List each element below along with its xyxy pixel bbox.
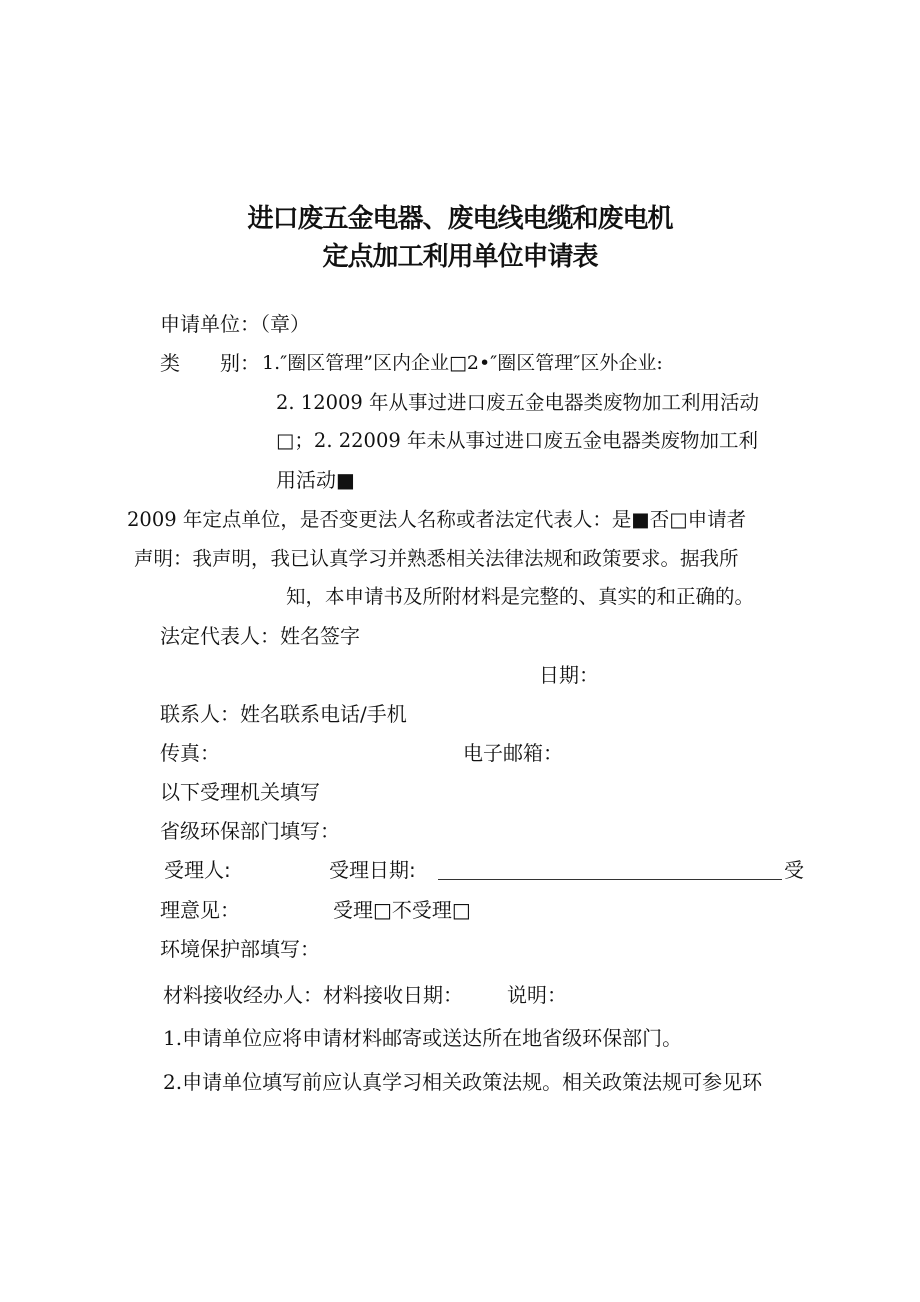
change-legal-rep-question: 2009 年定点单位，是否变更法人名称或者法定代表人：是■否□申请者	[127, 508, 747, 531]
legal-representative-field: 法定代表人：姓名签字	[160, 624, 360, 648]
applicant-field: 申请单位：（章）	[160, 312, 310, 336]
accept-date-field: 受理日期:	[329, 858, 416, 882]
accept-opinion-field: 理意见：	[160, 898, 240, 922]
category-option-2-2: □；2. 22009 年未从事过进口废五金电器类废物加工利	[276, 429, 758, 452]
note-item-2: 2.申请单位填写前应认真学习相关政策法规。相关政策法规可参见环	[163, 1070, 763, 1094]
category-label: 类 别：	[160, 351, 260, 375]
document-title-line-1: 进口废五金电器、废电线电缆和废电机	[247, 204, 673, 234]
note-item-1: 1.申请单位应将申请材料邮寄或送达所在地省级环保部门。	[163, 1026, 683, 1050]
accept-date-underline	[438, 879, 782, 880]
date-field: 日期：	[539, 663, 599, 687]
document-title-line-2: 定点加工利用单位申请表	[322, 242, 598, 272]
category-option-1: 1.″圈区管理”区内企业□2•″圈区管理″区外企业:	[262, 352, 663, 374]
ministry-fill-heading: 环境保护部填写：	[160, 937, 320, 961]
category-option-2-1: 2. 12009 年从事过进口废五金电器类废物加工利用活动	[276, 391, 760, 414]
email-field: 电子邮箱：	[463, 741, 563, 765]
fax-field: 传真：	[160, 741, 220, 765]
declaration-line-2: 知，本申请书及所附材料是完整的、真实的和正确的。	[286, 585, 755, 608]
province-fill-heading: 省级环保部门填写：	[160, 819, 340, 843]
declaration-line-1: 声明：我声明，我已认真学习并熟悉相关法律法规和政策要求。据我所	[134, 547, 739, 570]
accept-opinion-start: 受	[784, 858, 804, 882]
accept-choice: 受理□不受理□	[333, 898, 471, 922]
notes-heading: 说明：	[507, 983, 567, 1007]
contact-field: 联系人：姓名联系电话/手机	[160, 702, 407, 726]
category-option-2-2-tail: 用活动■	[276, 468, 355, 492]
handler-field: 受理人:	[164, 858, 231, 882]
agency-fill-heading: 以下受理机关填写	[160, 780, 320, 804]
material-receiver-field: 材料接收经办人：材料接收日期：	[163, 983, 463, 1007]
